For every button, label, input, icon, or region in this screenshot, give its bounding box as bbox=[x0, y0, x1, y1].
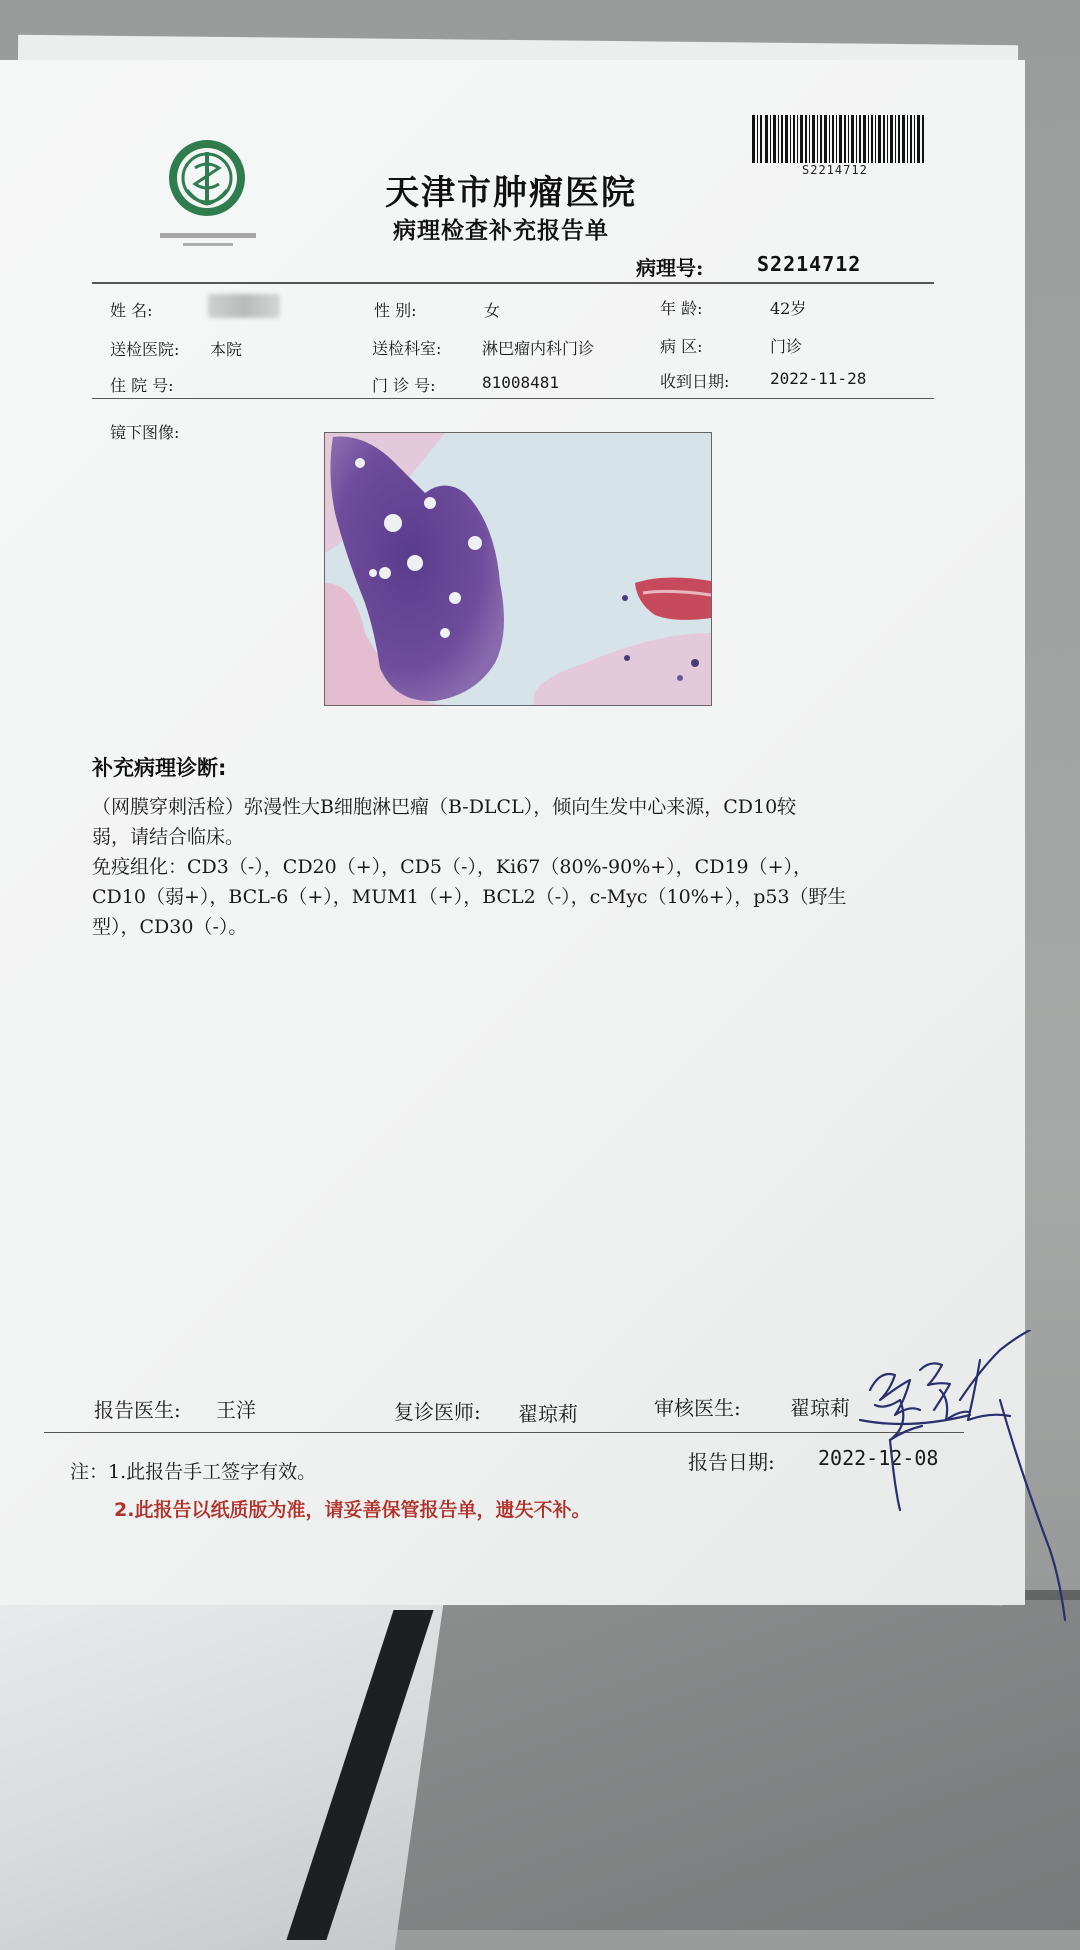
outpatient-value: 81008481 bbox=[482, 373, 560, 392]
logo-underline-icon bbox=[183, 243, 233, 247]
diagnosis-line-1: （网膜穿刺活检）弥漫性大B细胞淋巴瘤（B-DLCL），倾向生发中心来源，CD10较 bbox=[92, 796, 797, 818]
gender-value: 女 bbox=[484, 301, 501, 320]
handwritten-signature-icon bbox=[850, 1330, 1080, 1630]
name-label: 姓 名: bbox=[110, 301, 153, 320]
hospital-label: 送检医院: bbox=[110, 340, 180, 359]
footer-divider bbox=[44, 1432, 964, 1433]
review-doctor-name: 翟琼莉 bbox=[518, 1402, 578, 1426]
header-divider bbox=[92, 282, 934, 284]
ihc-line-3: 型），CD30（-）。 bbox=[92, 916, 248, 938]
ward-value: 门诊 bbox=[770, 337, 803, 356]
inpatient-label: 住 院 号: bbox=[110, 376, 174, 395]
pathology-no-label: 病理号: bbox=[636, 256, 704, 280]
report-date-label: 报告日期: bbox=[688, 1450, 775, 1474]
diagnosis-line-2: 弱，请结合临床。 bbox=[92, 826, 245, 848]
note-2: 2.此报告以纸质版为准，请妥善保管报告单，遗失不补。 bbox=[114, 1499, 591, 1521]
logo-caption-text-icon bbox=[160, 231, 256, 241]
microscope-image bbox=[324, 432, 712, 706]
hospital-name: 天津市肿瘤医院 bbox=[385, 173, 637, 213]
audit-doctor-name: 翟琼莉 bbox=[790, 1396, 850, 1420]
dept-value: 淋巴瘤内科门诊 bbox=[482, 339, 595, 358]
barcode-number: S2214712 bbox=[802, 163, 868, 177]
info-divider bbox=[92, 398, 934, 399]
received-date-value: 2022-11-28 bbox=[770, 369, 867, 388]
audit-doctor-label: 审核医生: bbox=[654, 1396, 741, 1420]
name-redacted bbox=[208, 294, 280, 318]
report-title: 病理检查补充报告单 bbox=[393, 217, 609, 244]
report-doctor-label: 报告医生: bbox=[94, 1398, 181, 1422]
diagnosis-body bbox=[92, 792, 952, 942]
age-value: 42岁 bbox=[770, 299, 807, 318]
gender-label: 性 别: bbox=[374, 301, 417, 320]
diagnosis-title: 补充病理诊断: bbox=[92, 756, 227, 780]
pathology-no-value: S2214712 bbox=[757, 252, 862, 276]
report-date-value: 2022-12-08 bbox=[818, 1446, 939, 1470]
logo-caption bbox=[160, 226, 256, 236]
received-date-label: 收到日期: bbox=[660, 372, 730, 391]
hospital-logo-icon bbox=[167, 138, 247, 218]
age-label: 年 龄: bbox=[660, 299, 703, 318]
review-doctor-label: 复诊医师: bbox=[394, 1400, 481, 1424]
ihc-line-2: CD10（弱+），BCL-6（+），MUM1（+），BCL2（-），c-Myc（10%+），p53（野生 bbox=[92, 886, 847, 908]
ihc-line-1: 免疫组化：CD3（-），CD20（+），CD5（-），Ki67（80%-90%+），CD19（+）， bbox=[92, 856, 813, 878]
note-1: 注：1.此报告手工签字有效。 bbox=[70, 1461, 317, 1483]
desk-surface bbox=[383, 1600, 1080, 1930]
barcode-icon bbox=[752, 115, 924, 163]
ward-label: 病 区: bbox=[660, 337, 703, 356]
hospital-value: 本院 bbox=[210, 340, 243, 359]
microscope-label: 镜下图像: bbox=[110, 423, 180, 442]
outpatient-label: 门 诊 号: bbox=[372, 376, 436, 395]
dept-label: 送检科室: bbox=[372, 339, 442, 358]
report-doctor-name: 王洋 bbox=[216, 1398, 256, 1422]
